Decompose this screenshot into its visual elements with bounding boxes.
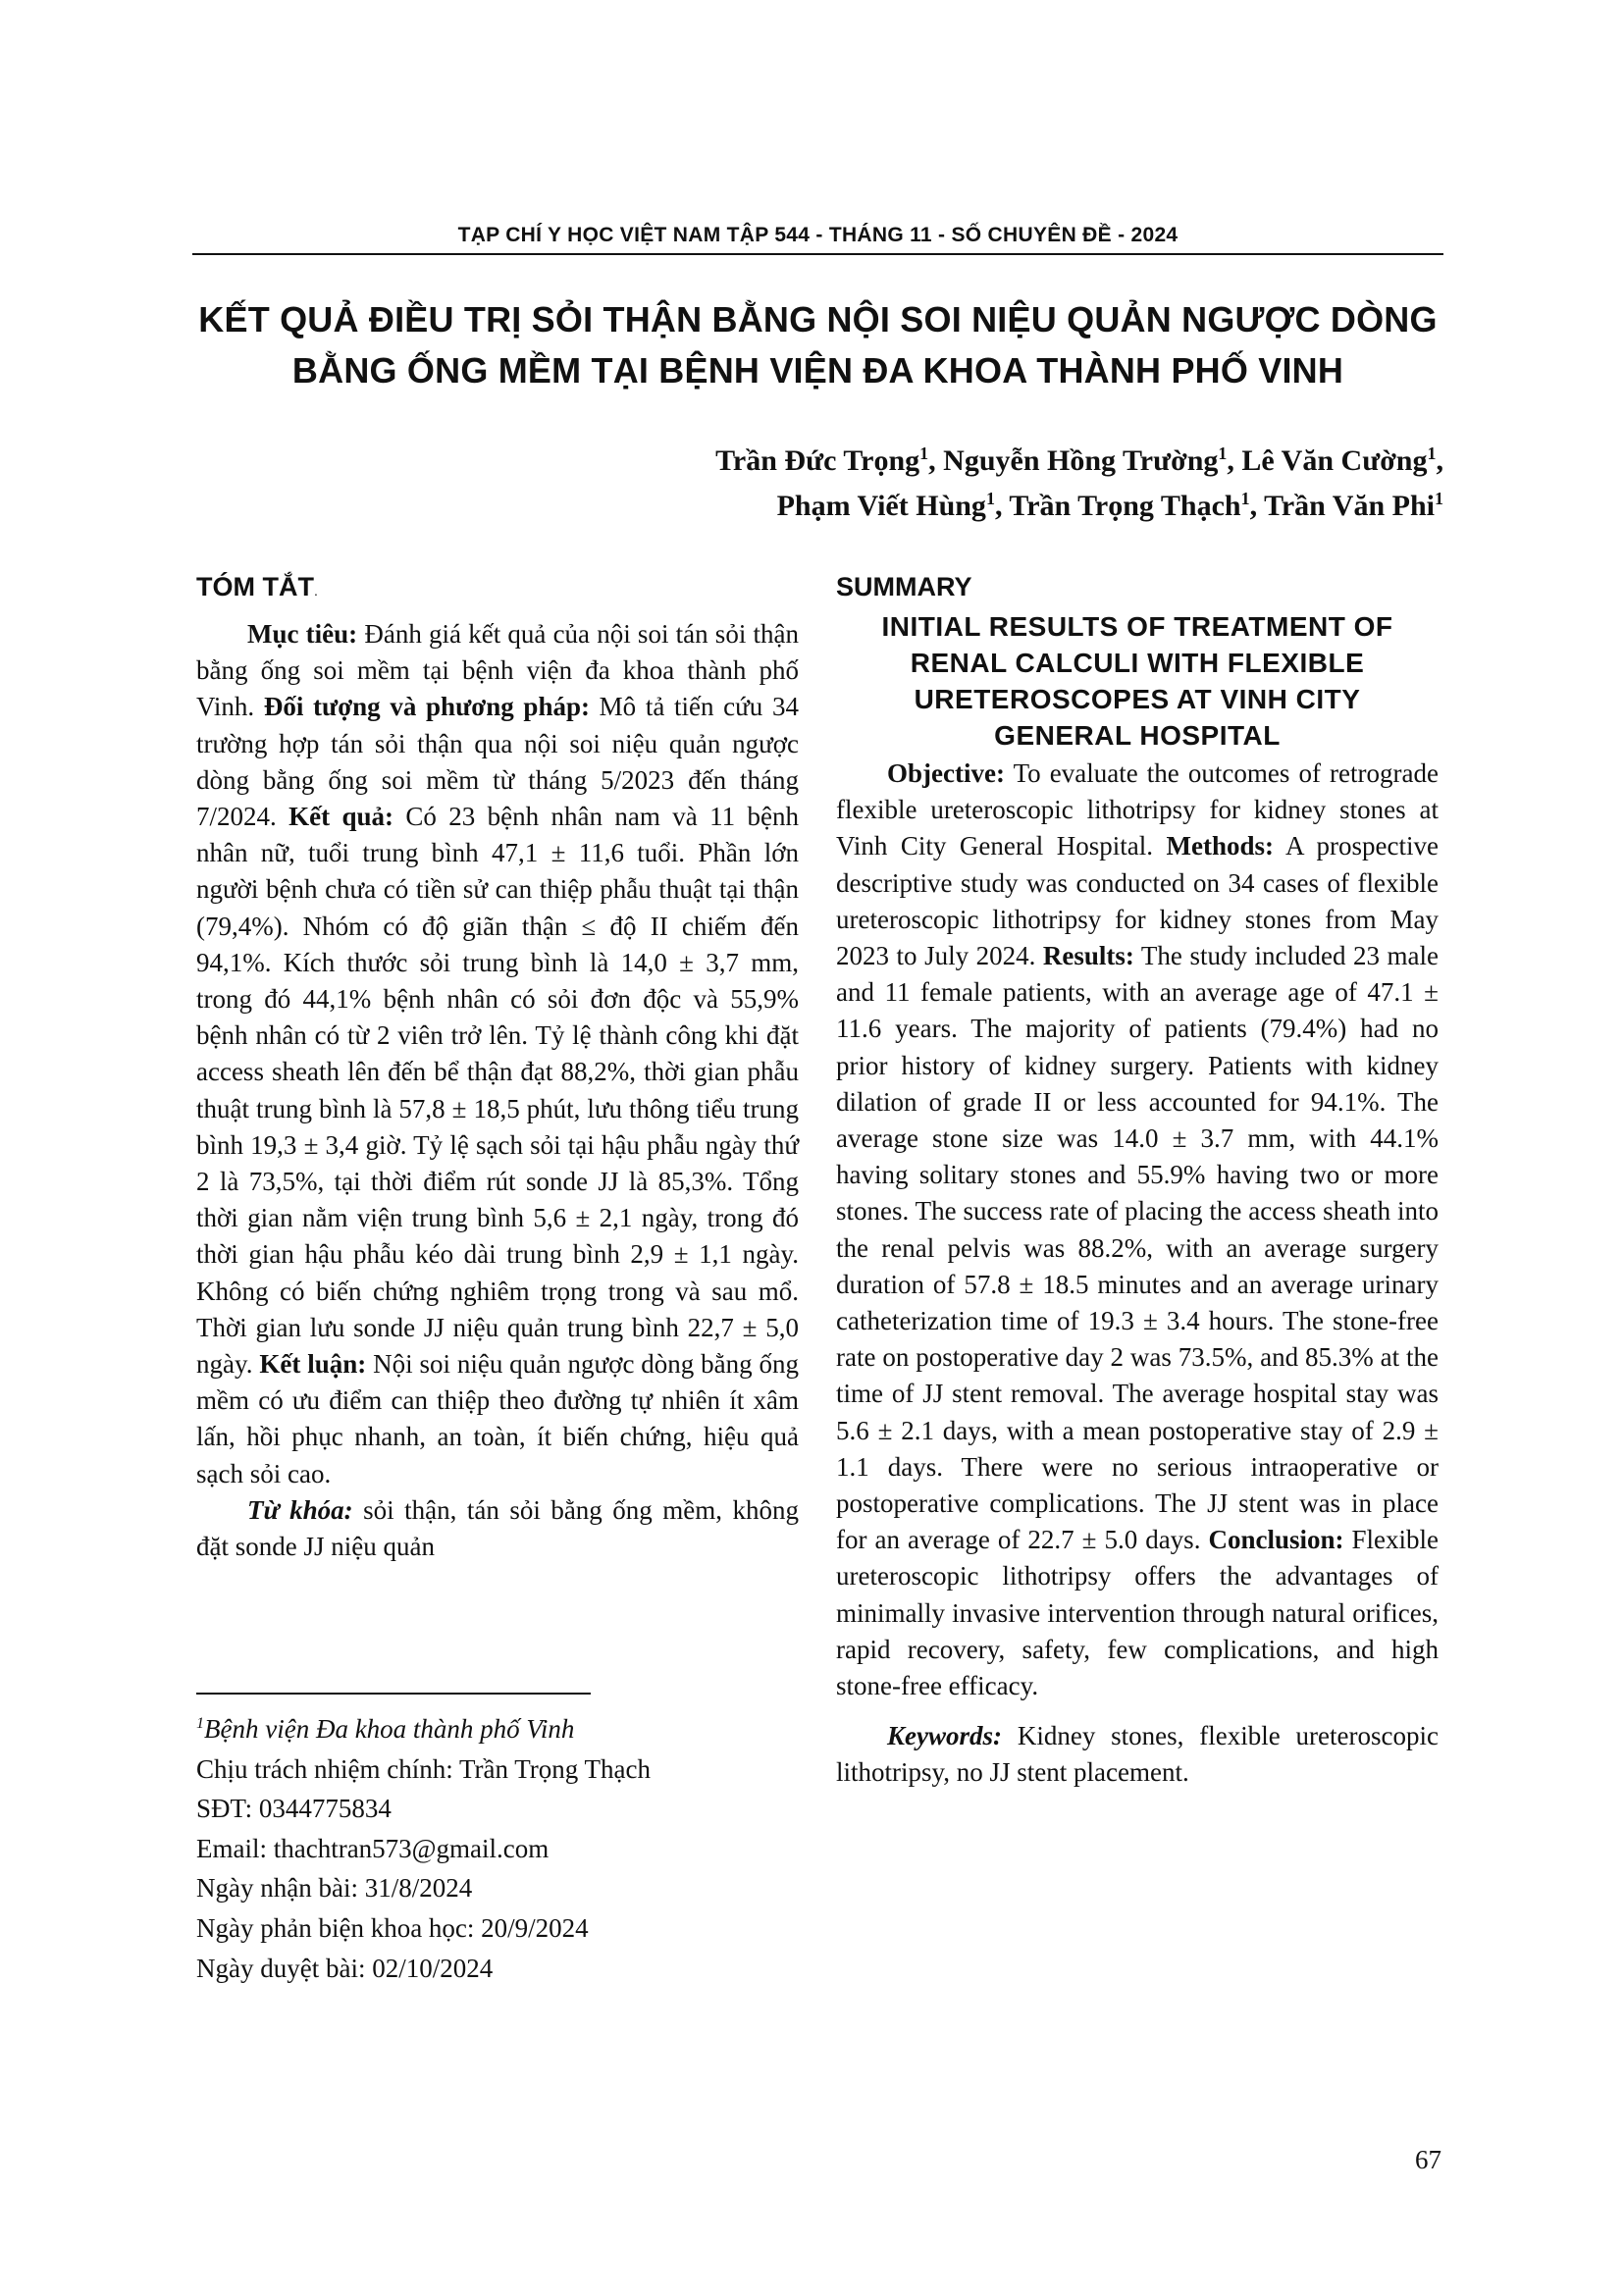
keywords-label: Keywords: (887, 1721, 1002, 1751)
results-text: The study included 23 male and 11 female patients, with an average age of 47.1 ± 11.6 years. The majority of patients (79.4%) had no prior history of kidney surgery. Patients with kidney dilation of grade II or less accounted for 94.1%. The average stone size was 14.0 ± 3.7 mm, with 44.1% having solitary stones and 55.9% having two or more stones. The success rate of placing the access sheath into the renal pelvis was 88.2%, with an average surgery duration of 57.8 ± 18.5 minutes and an average urinary catheterization time of 19.3 ± 3.4 hours. The stone-free rate on postoperative day 2 was 73.5%, and 85.3% at the time of JJ stent removal. The average hospital stay was 5.6 ± 2.1 days, with a mean postoperative stay of 2.9 ± 1.1 days. There were no serious intraoperative or postoperative complications. The JJ stent was in place for an average of 22.7 ± 5.0 days. (836, 941, 1439, 1555)
english-title-line: INITIAL RESULTS OF TREATMENT OF (881, 611, 1393, 642)
author-separator: , (1436, 444, 1443, 477)
received-date: Ngày nhận bài: 31/8/2024 (196, 1873, 473, 1904)
english-title (836, 608, 1439, 754)
author-affiliation-mark: 1 (919, 444, 929, 463)
author-separator: , (994, 490, 1010, 522)
english-title-line: RENAL CALCULI WITH FLEXIBLE (910, 648, 1365, 678)
conclusion-text: Nội soi niệu quản ngược dòng bằng ống mềm có ưu điểm can thiệp theo đường tự nhiên ít xâm lấn, hồi phục nhanh, an toàn, ít biến chứng, hiệu quả sạch sỏi cao. (196, 1349, 800, 1488)
author-name: Nguyễn Hồng Trường (943, 444, 1219, 477)
methods-label: Methods: (1166, 831, 1275, 861)
author-name: Lê Văn Cường (1241, 444, 1428, 477)
conclusion-label: Kết luận: (259, 1349, 367, 1380)
reviewed-date: Ngày phản biện khoa học: 20/9/2024 (196, 1912, 589, 1943)
author-list (715, 439, 1443, 529)
methods-text: A prospective descriptive study was conducted on 34 cases of flexible ureteroscopic lithotripsy for kidney stones from May 2023 to July 2024. (836, 831, 1439, 971)
author-affiliation-mark: 1 (1218, 444, 1228, 463)
email-address: Email: thachtran573@gmail.com (196, 1833, 550, 1863)
running-header: TẠP CHÍ Y HỌC VIỆT NAM TẬP 544 - THÁNG 11 - SỐ CHUYÊN ĐỀ - 2024 (457, 224, 1179, 246)
author-affiliation-mark: 1 (1240, 489, 1250, 508)
keywords-text: Kidney stones, flexible ureteroscopic lithotripsy, no JJ stent placement. (836, 1721, 1439, 1788)
phone-number: SĐT: 0344775834 (196, 1794, 392, 1824)
page-number: 67 (1415, 2145, 1441, 2174)
author-name: Trần Trọng Thạch (1009, 490, 1241, 522)
title-line-1: KẾT QUẢ ĐIỀU TRỊ SỎI THẬN BẰNG NỘI SOI NIỆU QUẢN NGƯỢC DÒNG (198, 299, 1438, 339)
abstract-paragraph (196, 616, 799, 1492)
summary-heading: SUMMARY (836, 572, 972, 601)
footnotes (196, 1709, 651, 1988)
author-affiliation-mark: 1 (1427, 444, 1437, 463)
author-separator: , (1227, 444, 1242, 477)
objective-text: To evaluate the outcomes of retrograde flexible ureteroscopic lithotripsy for kidney stones at Vinh City General Hospital. (836, 758, 1439, 861)
summary-paragraph (836, 756, 1439, 1704)
conclusion-label: Conclusion: (1208, 1525, 1344, 1555)
results-label: Results: (1042, 941, 1134, 971)
author-line-1 (715, 439, 1443, 484)
objective-label: Objective: (887, 758, 1005, 788)
keywords-text: sỏi thận, tán sỏi bằng ống mềm, không đặt sonde JJ niệu quản (196, 1494, 799, 1562)
affiliation-mark: 1 (196, 1715, 204, 1732)
author-name: Trần Văn Phi (1264, 490, 1435, 522)
results-text: Có 23 bệnh nhân nam và 11 bệnh nhân nữ, tuổi trung bình 47,1 ± 11,6 tuổi. Phần lớn người bệnh chưa có tiền sử can thiệp phẫu thuật tại thận (79,4%). Nhóm có độ giãn thận ≤ độ II chiếm đến 94,1%. Kích thước sỏi trung bình là 14,0 ± 3,7 mm, trong đó 44,1% bệnh nhân có sỏi đơn độc và 55,9% bệnh nhân có từ 2 viên trở lên. Tỷ lệ thành công khi đặt access sheath lên đến bể thận đạt 88,2%, thời gian phẫu thuật trung bình là 57,8 ± 18,5 phút, lưu thông tiểu trung bình 19,3 ± 3,4 giờ. Tỷ lệ sạch sỏi tại hậu phẫu ngày thứ 2 là 73,5%, tại thời điểm rút sonde JJ là 85,3%. Tổng thời gian nằm viện trung bình 5,6 ± 2,1 ngày, trong đó thời gian hậu phẫu kéo dài trung bình 2,9 ± 1,1 ngày. Không có biến chứng nghiêm trọng trong và sau mổ. Thời gian lưu sonde JJ niệu quản trung bình 22,7 ± 5,0 ngày. (196, 802, 799, 1380)
author-separator: , (1249, 490, 1265, 522)
english-title-line: GENERAL HOSPITAL (994, 720, 1281, 751)
results-label: Kết quả: (288, 802, 394, 832)
affiliation-footnote (196, 1709, 651, 1749)
header-rule (192, 253, 1443, 255)
author-affiliation-mark: 1 (1435, 489, 1443, 508)
heading-text: TÓM TẮT (196, 572, 314, 601)
article-title (192, 294, 1443, 396)
keywords-label: Từ khóa: (247, 1494, 353, 1525)
corresponding-author: Chịu trách nhiệm chính: Trần Trọng Thạch (196, 1753, 651, 1784)
title-line-2: BẰNG ỐNG MỀM TẠI BỆNH VIỆN ĐA KHOA THÀNH PHỐ VINH (291, 350, 1344, 391)
author-separator: , (928, 444, 944, 477)
abstract-english (836, 567, 1439, 1792)
objective-label: Mục tiêu: (247, 619, 358, 649)
keywords-paragraph (196, 1492, 799, 1565)
objective-text: Đánh giá kết quả của nội soi tán sỏi thận bằng ống soi mềm tại bệnh viện đa khoa thành phố Vinh. (196, 619, 799, 722)
affiliation-text: Bệnh viện Đa khoa thành phố Vinh (204, 1714, 575, 1744)
english-title-line: URETEROSCOPES AT VINH CITY (914, 684, 1361, 714)
methods-label: Đối tượng và phương pháp: (263, 692, 590, 722)
abstract-vietnamese (196, 567, 799, 1565)
conclusion-text: Flexible ureteroscopic lithotripsy offers the advantages of minimally invasive intervention through natural orifices, rapid recovery, safety, few complications, and high stone-free efficacy. (836, 1525, 1439, 1701)
accepted-date: Ngày duyệt bài: 02/10/2024 (196, 1953, 494, 1983)
methods-text: Mô tả tiến cứu 34 trường hợp tán sỏi thận qua nội soi niệu quản ngược dòng bằng ống soi mềm từ tháng 5/2023 đến tháng 7/2024. (196, 692, 799, 832)
footnote-rule (196, 1693, 591, 1695)
author-line-2 (715, 484, 1443, 529)
author-affiliation-mark: 1 (985, 489, 995, 508)
author-name: Phạm Viết Hùng (776, 490, 986, 522)
abstract-heading (196, 567, 799, 610)
author-name: Trần Đức Trọng (715, 444, 920, 477)
heading-dot: . (313, 583, 318, 599)
keywords-paragraph (836, 1718, 1439, 1791)
